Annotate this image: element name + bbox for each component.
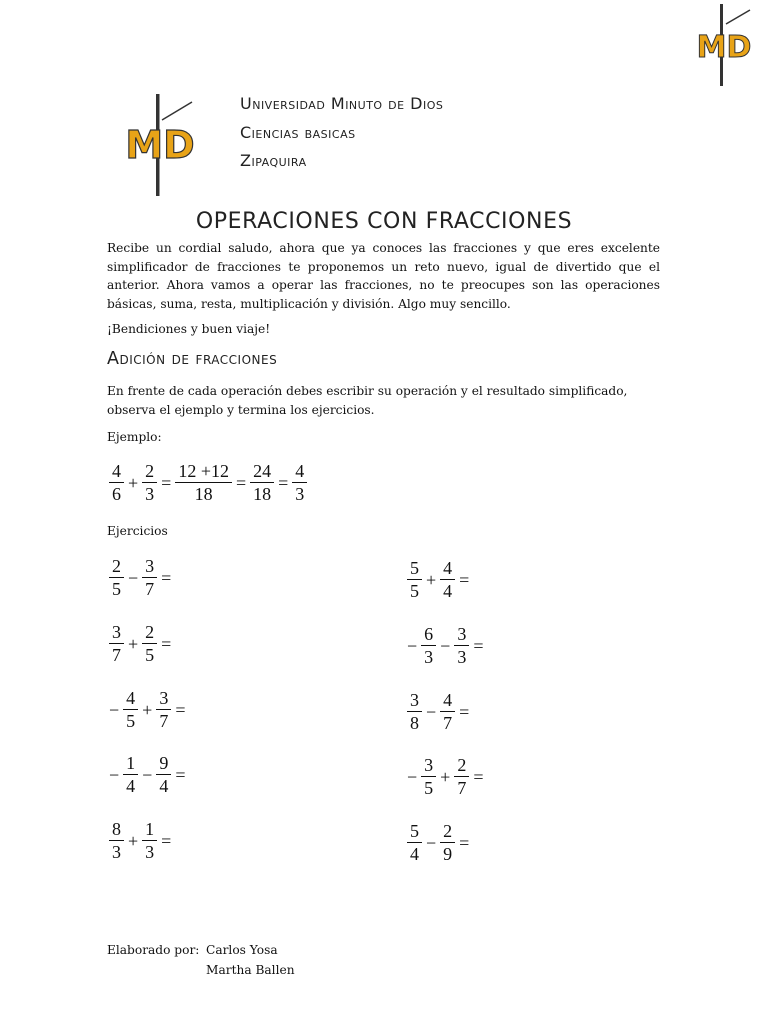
blessing-text: ¡Bendiciones y buen viaje!	[107, 322, 271, 336]
operator: −	[440, 635, 451, 656]
fraction	[454, 623, 469, 668]
footer-credits	[107, 941, 295, 980]
numerator: 9	[159, 753, 169, 773]
operator: =	[235, 472, 247, 493]
operator: =	[459, 832, 470, 853]
operator: =	[161, 633, 172, 654]
numerator: 6	[424, 624, 434, 644]
exercise-right-5	[405, 820, 471, 865]
numerator: 3	[112, 622, 121, 642]
fraction	[109, 818, 124, 863]
fraction	[123, 687, 138, 732]
logo-header	[112, 90, 208, 200]
operator: =	[175, 699, 186, 720]
logo-top-right	[684, 2, 764, 88]
denominator: 7	[457, 778, 467, 798]
numerator: 24	[253, 461, 272, 481]
numerator: 2	[457, 755, 467, 775]
fraction	[142, 818, 157, 863]
denominator: 4	[126, 776, 136, 796]
operator: =	[175, 764, 186, 785]
numerator: 5	[410, 821, 419, 841]
numerator: 5	[410, 558, 419, 578]
numerator: 8	[112, 819, 121, 839]
fraction	[156, 687, 171, 732]
fraction	[123, 752, 138, 797]
operator: −	[407, 766, 418, 787]
exercise-left-5	[107, 818, 173, 863]
numerator: 3	[457, 624, 467, 644]
operator: −	[407, 635, 418, 656]
numerator: 3	[424, 755, 434, 775]
exercise-right-3	[405, 689, 471, 734]
denominator: 3	[112, 842, 121, 862]
numerator: 12 +12	[178, 461, 229, 481]
fraction	[156, 752, 171, 797]
numerator: 2	[145, 461, 155, 481]
example-expression	[107, 460, 309, 505]
denominator: 7	[112, 645, 121, 665]
operator: +	[128, 633, 139, 654]
university-name: Universidad Minuto de Dios	[240, 94, 444, 113]
fraction	[407, 557, 422, 602]
numerator: 4	[126, 688, 136, 708]
intro-paragraph: Recibe un cordial saludo, ahora que ya conoces las fracciones y que eres excelente simplificador de fracciones te proponemos un reto nuevo, igual de divertido que el anterior. Ahora vamos a operar las fracciones, no te preocupes son las operaciones básicas, suma, resta, multiplicación y división. Algo muy sencillo.	[107, 241, 660, 312]
operator: +	[440, 766, 451, 787]
denominator: 7	[159, 711, 169, 731]
page-title: OPERACIONES CON FRACCIONES	[195, 209, 573, 234]
fraction	[109, 460, 124, 505]
fraction	[250, 460, 274, 505]
operator: −	[426, 701, 437, 722]
city-name: Zipaquira	[240, 151, 307, 170]
exercise-left-3	[107, 687, 187, 732]
numerator: 4	[295, 461, 305, 481]
exercise-left-4	[107, 752, 187, 797]
numerator: 1	[126, 753, 136, 773]
numerator: 3	[159, 688, 169, 708]
author-name: Martha Ballen	[206, 962, 295, 977]
numerator: 4	[443, 690, 453, 710]
denominator: 8	[410, 713, 419, 733]
denominator: 3	[457, 647, 467, 667]
operator: =	[161, 472, 172, 493]
operator: +	[128, 472, 139, 493]
denominator: 4	[410, 844, 419, 864]
fraction	[440, 820, 455, 865]
exercise-left-2	[107, 621, 173, 666]
operator: +	[142, 699, 153, 720]
numerator: 3	[410, 690, 419, 710]
fraction	[440, 557, 455, 602]
fraction	[407, 689, 422, 734]
denominator: 5	[424, 778, 434, 798]
denominator: 9	[443, 844, 453, 864]
operator: =	[161, 830, 172, 851]
denominator: 3	[295, 484, 305, 504]
denominator: 3	[145, 842, 155, 862]
header-lines	[240, 90, 443, 176]
instructions-paragraph: En frente de cada operación debes escribir su operación y el resultado simplificado, observa el ejemplo y termina los ejercicios.	[107, 384, 628, 417]
operator: +	[426, 569, 437, 590]
fraction	[109, 621, 124, 666]
fraction	[440, 689, 455, 734]
denominator: 18	[194, 484, 213, 504]
fraction	[407, 820, 422, 865]
exercise-left-1	[107, 555, 173, 600]
operator: −	[128, 567, 139, 588]
fraction	[142, 460, 157, 505]
denominator: 4	[443, 581, 453, 601]
fraction	[142, 555, 157, 600]
operator: =	[473, 635, 484, 656]
author-name: Carlos Yosa	[206, 943, 278, 957]
fraction	[109, 555, 124, 600]
operator: =	[459, 569, 470, 590]
denominator: 5	[410, 581, 419, 601]
denominator: 6	[112, 484, 121, 504]
operator: =	[473, 766, 484, 787]
denominator: 18	[253, 484, 272, 504]
operator: =	[278, 472, 289, 493]
operator: =	[161, 567, 172, 588]
svg-text:MD: MD	[696, 30, 752, 65]
denominator: 5	[126, 711, 136, 731]
operator: +	[128, 830, 139, 851]
svg-text:MD: MD	[125, 123, 195, 167]
operator: −	[426, 832, 437, 853]
exercise-right-1	[405, 557, 471, 602]
numerator: 2	[112, 556, 121, 576]
numerator: 2	[443, 821, 453, 841]
fraction	[454, 754, 469, 799]
fraction	[292, 460, 307, 505]
exercise-right-4	[405, 754, 485, 799]
exercises-label: Ejercicios	[107, 524, 168, 538]
fraction	[421, 623, 436, 668]
denominator: 5	[145, 645, 155, 665]
fraction	[175, 460, 232, 505]
operator: −	[142, 764, 153, 785]
operator: −	[109, 699, 120, 720]
denominator: 3	[145, 484, 155, 504]
numerator: 4	[443, 558, 453, 578]
section-title: Adición de fracciones	[107, 349, 278, 369]
credits-label: Elaborado por:	[107, 943, 200, 957]
numerator: 3	[145, 556, 155, 576]
faculty-name: Ciencias basicas	[240, 122, 356, 142]
operator: −	[109, 764, 120, 785]
numerator: 2	[145, 622, 155, 642]
denominator: 7	[145, 579, 155, 599]
numerator: 4	[112, 461, 121, 481]
fraction	[421, 754, 436, 799]
example-label: Ejemplo:	[107, 430, 162, 444]
fraction	[142, 621, 157, 666]
denominator: 3	[424, 647, 434, 667]
operator: =	[459, 701, 470, 722]
numerator: 1	[145, 819, 155, 839]
denominator: 5	[112, 579, 121, 599]
denominator: 7	[443, 713, 453, 733]
exercise-right-2	[405, 623, 485, 668]
denominator: 4	[159, 776, 169, 796]
